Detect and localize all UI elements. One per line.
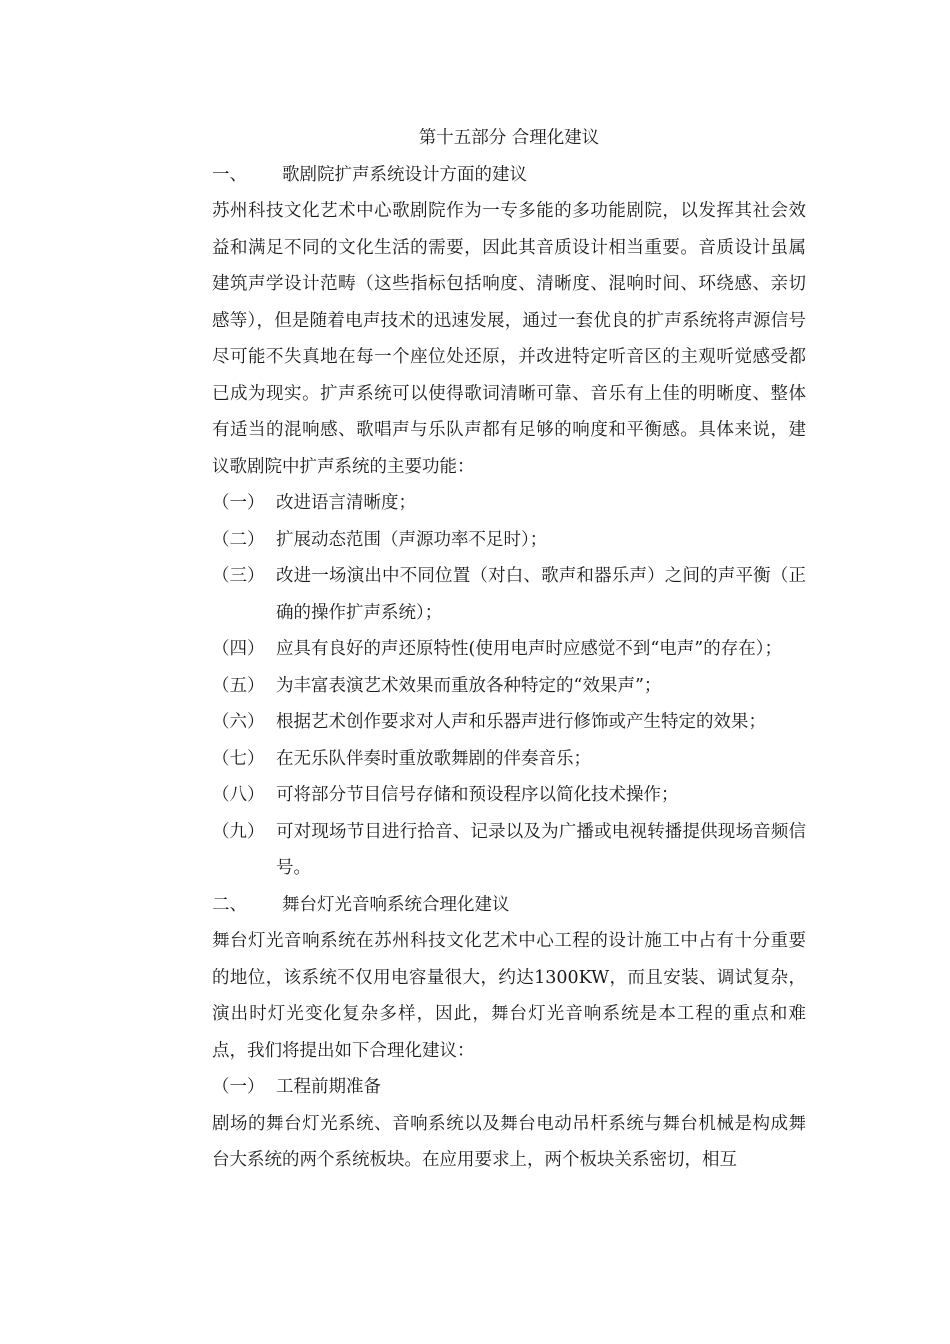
list-marker: （五） — [212, 675, 265, 696]
list-marker: （一） — [212, 1077, 265, 1097]
list-marker: （一） — [212, 493, 265, 513]
list-text: 应具有良好的声还原特性(使用电声时应感觉不到“电声”的存在）； — [276, 639, 782, 659]
list-marker: （七） — [212, 748, 265, 769]
section-2-paragraph-2: 剧场的舞台灯光系统、音响系统以及舞台电动吊杆系统与舞台机械是构成舞台大系统的两个系统板块。在应用要求上，两个板块关系密切，相互 — [212, 1113, 806, 1170]
section-number: 一、 — [212, 164, 247, 185]
list-text: 扩展动态范围（声源功率不足时）； — [276, 529, 548, 550]
list-marker: （二） — [212, 529, 265, 550]
list-text: 可将部分节目信号存储和预设程序以简化技术操作； — [276, 785, 679, 805]
list-item — [212, 814, 806, 887]
list-item — [212, 668, 806, 705]
function-list — [212, 485, 806, 887]
list-item — [212, 777, 806, 814]
list-text: 根据艺术创作要求对人声和乐器声进行修饰或产生特定的效果； — [276, 712, 766, 732]
list-marker: （九） — [212, 821, 265, 842]
list-item — [212, 631, 806, 668]
subsection-heading — [212, 1069, 806, 1106]
list-marker: （六） — [212, 712, 265, 732]
document-title: 第十五部分 合理化建议 — [418, 128, 600, 148]
list-marker: （三） — [212, 566, 265, 586]
list-item — [212, 741, 806, 778]
list-item — [212, 704, 806, 741]
section-title: 舞台灯光音响系统合理化建议 — [282, 894, 510, 915]
list-text: 改进语言清晰度； — [276, 493, 416, 513]
section-2-paragraph: 舞台灯光音响系统在苏州科技文化艺术中心工程的设计施工中占有十分重要的地位，该系统不仅用电容量很大，约达1300KW，而且安装、调试复杂，演出时灯光变化复杂多样，因此，舞台灯光音响系统是本工程的重点和难点，我们将提出如下合理化建议： — [212, 931, 806, 1061]
list-text: 改进一场演出中不同位置（对白、歌声和器乐声）之间的声平衡（正确的操作扩声系统）； — [276, 566, 806, 623]
list-marker: （八） — [212, 785, 265, 805]
list-marker: （四） — [212, 639, 265, 659]
list-text: 在无乐队伴奏时重放歌舞剧的伴奏音乐； — [276, 748, 591, 769]
section-heading-1 — [212, 157, 806, 194]
document-body — [212, 120, 806, 1179]
section-1-paragraph: 苏州科技文化艺术中心歌剧院作为一专多能的多功能剧院，以发挥其社会效益和满足不同的文化生活的需要，因此其音质设计相当重要。音质设计虽属建筑声学设计范畴（这些指标包括响度、清晰度、混响时间、环绕感、亲切感等），但是随着电声技术的迅速发展，通过一套优良的扩声系统将声源信号尽可能不失真地在每一个座位处还原，并改进特定听音区的主观听觉感受都已成为现实。扩声系统可以使得歌词清晰可靠、音乐有上佳的明晰度、整体有适当的混响感、歌唱声与乐队声都有足够的响度和平衡感。具体来说，建议歌剧院中扩声系统的主要功能： — [212, 201, 806, 477]
list-item — [212, 558, 806, 631]
list-item — [212, 485, 806, 522]
list-text: 可对现场节目进行拾音、记录以及为广播或电视转播提供现场音频信号。 — [276, 821, 806, 878]
list-item — [212, 522, 806, 559]
section-heading-2 — [212, 887, 806, 924]
section-number: 二、 — [212, 894, 247, 915]
list-text: 为丰富表演艺术效果而重放各种特定的“效果声”； — [276, 675, 662, 696]
section-title: 歌剧院扩声系统设计方面的建议 — [282, 164, 527, 185]
subsection-title: 工程前期准备 — [276, 1077, 381, 1097]
